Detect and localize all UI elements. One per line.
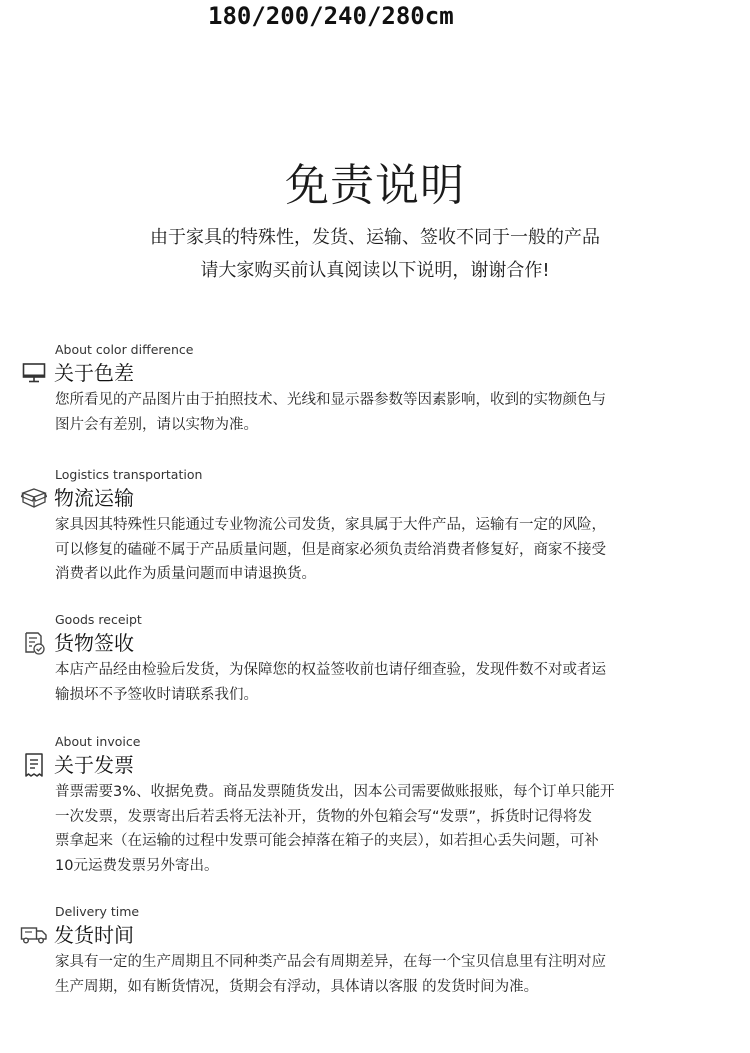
intro-line-2: 请大家购买前认真阅读以下说明，谢谢合作! [200, 260, 550, 281]
size-options-text: 180/200/240/280cm [208, 2, 454, 30]
section-heading-row [20, 359, 134, 387]
section-english-label: Logistics transportation [55, 467, 203, 482]
invoice-receipt-icon [20, 751, 48, 779]
monitor-icon [20, 359, 48, 387]
body-line: 生产周期，如有断货情况，货期会有浮动，具体请以客服 的发货时间为准。 [55, 978, 539, 995]
body-line: 票拿起来（在运输的过程中发票可能会掉落在箱子的夹层），如若担心丢失问题，可补 [55, 833, 599, 849]
body-line: 本店产品经由检验后发货，为保障您的权益签收前也请仔细查验，发现件数不对或者运 [55, 662, 606, 678]
section-title: 关于发票 [54, 753, 134, 777]
section-heading-row [20, 629, 134, 657]
sign-document-icon [20, 629, 48, 657]
body-line: 10元运费发票另外寄出。 [55, 857, 219, 874]
delivery-truck-icon [20, 921, 48, 949]
section-body [55, 950, 720, 999]
body-line: 一次发票，发票寄出后若丢将无法补开，货物的外包箱会写“发票”，拆货时记得将发 [55, 808, 593, 825]
section-body [55, 388, 720, 437]
body-line: 可以修复的磕碰不属于产品质量问题，但是商家必须负责给消费者修复好，商家不接受 [55, 541, 606, 558]
body-line: 普票需要3%、收据免费。商品发票随货发出，因本公司需要做账报账，每个订单只能开 [55, 784, 615, 800]
body-line: 图片会有差别，请以实物为准。 [55, 416, 258, 433]
section-body [55, 513, 720, 587]
body-line: 您所看见的产品图片由于拍照技术、光线和显示器参数等因素影响，收到的实物颜色与 [55, 392, 606, 408]
section-heading-row [20, 751, 134, 779]
intro-line-1: 由于家具的特殊性，发货、运输、签收不同于一般的产品 [150, 227, 600, 248]
body-line: 家具因其特殊性只能通过专业物流公司发货，家具属于大件产品，运输有一定的风险， [55, 517, 606, 533]
section-english-label: Goods receipt [55, 612, 142, 627]
body-line: 输损坏不予签收时请联系我们。 [55, 686, 258, 703]
section-heading-row [20, 921, 134, 949]
package-box-icon [20, 484, 48, 512]
section-title: 关于色差 [54, 361, 134, 385]
body-line: 消费者以此作为质量问题而申请退换货。 [55, 566, 316, 582]
section-title: 货物签收 [54, 631, 134, 655]
section-english-label: About color difference [55, 342, 194, 357]
section-heading-row [20, 484, 134, 512]
page-title: 免责说明 [285, 160, 465, 211]
section-english-label: Delivery time [55, 904, 140, 919]
section-english-label: About invoice [55, 734, 141, 749]
section-title: 物流运输 [54, 486, 134, 510]
body-line: 家具有一定的生产周期且不同种类产品会有周期差异，在每一个宝贝信息里有注明对应 [55, 954, 606, 970]
section-body [55, 780, 720, 878]
section-title: 发货时间 [54, 923, 134, 947]
section-body [55, 658, 720, 707]
